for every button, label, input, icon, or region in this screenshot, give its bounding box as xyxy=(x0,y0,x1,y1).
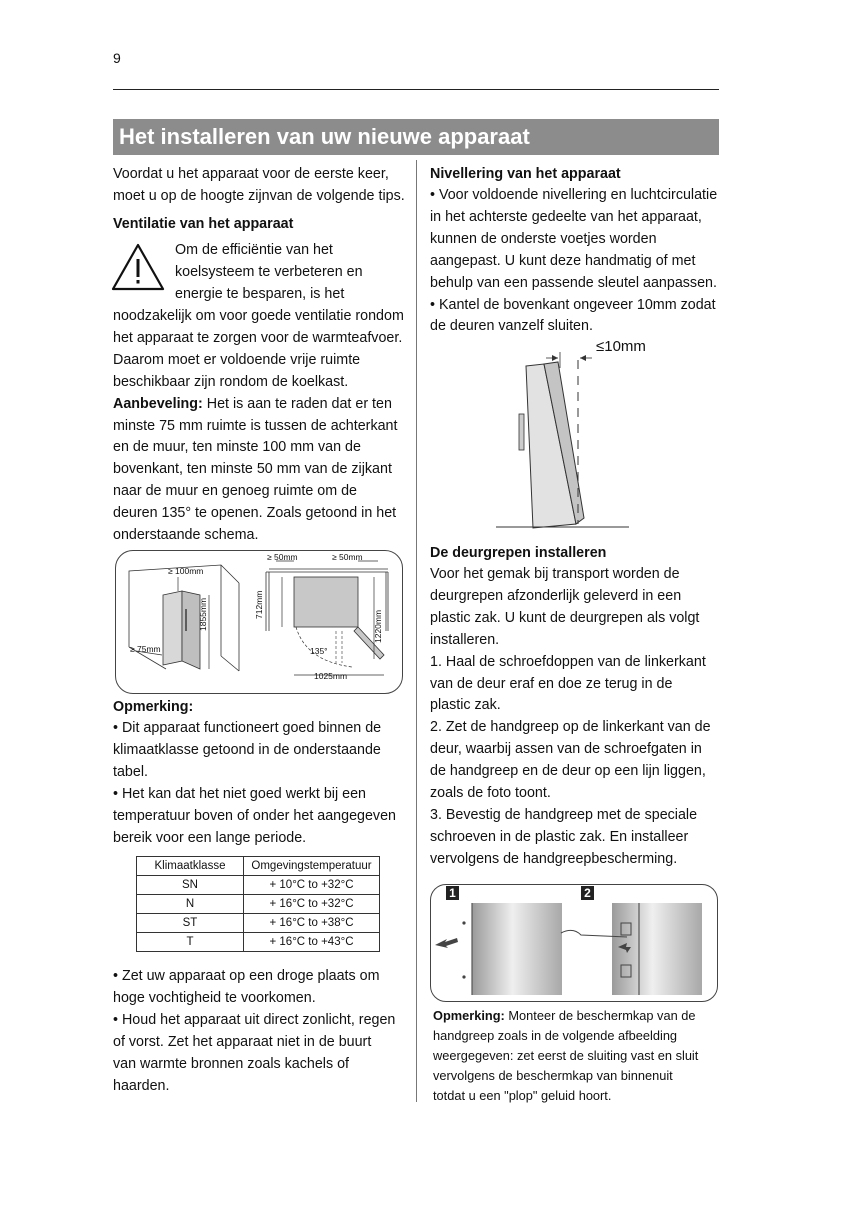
ventilation-text xyxy=(113,306,405,547)
table-cell: SN xyxy=(137,876,244,895)
top-gap-label: ≥ 100mm xyxy=(168,566,204,576)
intro-text xyxy=(113,164,405,208)
handle-note xyxy=(433,1006,723,1106)
text-line: • Zet uw apparaat op een droge plaats om xyxy=(113,968,380,984)
text-line: temperatuur boven of onder het aangegeven xyxy=(113,807,396,824)
step-badge: 2 xyxy=(581,886,594,900)
text-line: minste 75 mm ruimte is tussen de achterkant xyxy=(113,417,398,434)
text-line: 1. Haal de schroefdoppen van de linkerkant xyxy=(430,653,706,670)
table-cell: + 16°C to +32°C xyxy=(244,895,380,914)
text-line: handgreep zoals in de volgende afbeelding xyxy=(433,1028,678,1043)
text-line: plastic zak. xyxy=(430,697,501,714)
table-cell: + 16°C to +38°C xyxy=(244,914,380,933)
table-cell: + 10°C to +32°C xyxy=(244,876,380,895)
text-line: schroeven in de plastic zak. En installeer xyxy=(430,828,689,845)
table-header: Klimaatklasse xyxy=(137,857,244,876)
text-line: bovenkant, ten minste 50 mm van de zijkant xyxy=(113,461,392,478)
text-line: de deuren vanzelf sluiten. xyxy=(430,318,593,335)
table-row xyxy=(137,914,380,933)
text-line: en de muur, ten minste 100 mm van de xyxy=(113,439,361,456)
angle-label: 135° xyxy=(310,646,328,656)
text-line: van de deur eraf en doe ze terug in de xyxy=(430,675,673,692)
table-cell: N xyxy=(137,895,244,914)
note-text xyxy=(113,718,405,849)
height-label: 1855mm xyxy=(198,597,208,631)
text-line: tabel. xyxy=(113,763,148,780)
intro-line: moet u op de hoogte zijnvan de volgende tips. xyxy=(113,187,405,204)
text-line: beschikbaar zijn rondom de koelkast. xyxy=(113,373,349,390)
text-line: hoge vochtigheid te voorkomen. xyxy=(113,989,316,1006)
text-line: vervolgens de handgreepbescherming. xyxy=(430,850,678,867)
text-line: onderstaande schema. xyxy=(113,527,259,544)
text-line: behulp van een passende sleutel aanpassen. xyxy=(430,274,717,291)
recommendation-first: Het is aan te raden dat er ten xyxy=(202,395,392,412)
back-gap-label: ≥ 75mm xyxy=(130,644,161,654)
header-rule xyxy=(113,89,719,90)
text-line: • Voor voldoende nivellering en luchtcirculatie xyxy=(430,187,718,203)
intro-line: Voordat u het apparaat voor de eerste keer, xyxy=(113,166,389,182)
table-header: Omgevingstemperatuur xyxy=(244,857,380,876)
text-line: 3. Bevestig de handgreep met de speciale xyxy=(430,806,698,823)
text-line: Om de efficiëntie van het xyxy=(175,242,333,258)
tilt-diagram xyxy=(496,338,646,534)
recommendation-label: Aanbeveling: xyxy=(113,395,203,412)
handles-text xyxy=(430,564,722,871)
leveling-heading: Nivellering van het apparaat xyxy=(430,166,621,182)
placement-text xyxy=(113,966,405,1097)
handle-note-label: Opmerking: xyxy=(433,1008,505,1023)
width-open-label: 1025mm xyxy=(314,671,348,681)
clearance-diagram-drawing xyxy=(116,551,402,693)
text-line: weergegeven: zet eerst de sluiting vast en sluit xyxy=(433,1048,699,1063)
handle-install-drawing xyxy=(431,885,717,1001)
page-title: Het installeren van uw nieuwe apparaat xyxy=(113,119,719,155)
text-line: zoals de foto toont. xyxy=(430,785,551,802)
text-line: energie te besparen, is het xyxy=(175,285,345,302)
table-row xyxy=(137,876,380,895)
handles-heading: De deurgrepen installeren xyxy=(430,545,607,561)
tilt-drawing xyxy=(496,338,631,534)
text-line: Daarom moet er voldoende vrije ruimte xyxy=(113,351,361,368)
side-gap-right-label: ≥ 50mm xyxy=(332,552,363,562)
text-line: haarden. xyxy=(113,1077,170,1094)
text-line: noodzakelijk om voor goede ventilatie rondom xyxy=(113,308,404,324)
text-line: • Houd het apparaat uit direct zonlicht, regen xyxy=(113,1011,396,1028)
text-line: aangepast. U kunt deze handmatig of met xyxy=(430,252,696,269)
text-line: • Kantel de bovenkant ongeveer 10mm zodat xyxy=(430,296,716,313)
text-line: klimaatklasse getoond in de onderstaande xyxy=(113,741,381,758)
text-line: vervolgens de beschermkap van binnenuit xyxy=(433,1068,673,1083)
side-gap-left-label: ≥ 50mm xyxy=(267,552,298,562)
table-cell: ST xyxy=(137,914,244,933)
text-line: totdat u een "plop" geluid hoort. xyxy=(433,1088,612,1103)
text-line: van warmte bronnen zoals kachels of xyxy=(113,1055,350,1072)
text-line: installeren. xyxy=(430,631,500,648)
text-line: 2. Zet de handgreep op de linkerkant van de xyxy=(430,719,711,736)
ventilation-heading: Ventilatie van het apparaat xyxy=(113,216,294,232)
text-line: naar de muur en genoeg ruimte om de xyxy=(113,483,357,500)
table-row xyxy=(137,895,380,914)
climate-table xyxy=(136,856,380,952)
table-row xyxy=(137,933,380,952)
ventilation-icon-text xyxy=(175,240,405,306)
depth-label: 712mm xyxy=(254,590,264,619)
text-line: kunnen de onderste voetjes worden xyxy=(430,230,657,247)
text-line: koelsysteem te verbeteren en xyxy=(175,263,363,280)
table-cell: T xyxy=(137,933,244,952)
text-line: het apparaat te zorgen voor de warmteafvoer. xyxy=(113,329,403,346)
clearance-diagram xyxy=(115,550,403,694)
depth-open-label: 1220mm xyxy=(373,609,383,643)
text-line: in het achterste gedeelte van het apparaat, xyxy=(430,208,702,225)
column-divider xyxy=(416,160,417,1102)
note-heading: Opmerking: xyxy=(113,699,194,715)
warning-icon xyxy=(110,242,166,292)
handle-install-figure xyxy=(430,884,718,1002)
table-header-row xyxy=(137,857,380,876)
leveling-text xyxy=(430,185,722,338)
text-line: deur, waarbij assen van de schroefgaten in xyxy=(430,741,702,758)
text-line: bereik voor een lange periode. xyxy=(113,829,307,846)
text-line: Voor het gemak bij transport worden de xyxy=(430,566,680,582)
text-line: of vorst. Zet het apparaat niet in de buurt xyxy=(113,1033,372,1050)
table-cell: + 16°C to +43°C xyxy=(244,933,380,952)
text-line: deurgrepen afzonderlijk geleverd in een xyxy=(430,587,682,604)
text-line: plastic zak. U kunt de deurgrepen als volgt xyxy=(430,609,700,626)
text-line: de handgreep en de deur op een lijn liggen, xyxy=(430,763,706,780)
step-badge: 1 xyxy=(446,886,459,900)
tilt-label: ≤10mm xyxy=(596,338,646,355)
handle-note-first: Monteer de beschermkap van de xyxy=(504,1008,696,1023)
text-line: • Het kan dat het niet goed werkt bij een xyxy=(113,785,366,802)
text-line: • Dit apparaat functioneert goed binnen de xyxy=(113,720,382,736)
text-line: deuren 135° te openen. Zoals getoond in het xyxy=(113,505,397,522)
page-number: 9 xyxy=(113,50,121,66)
